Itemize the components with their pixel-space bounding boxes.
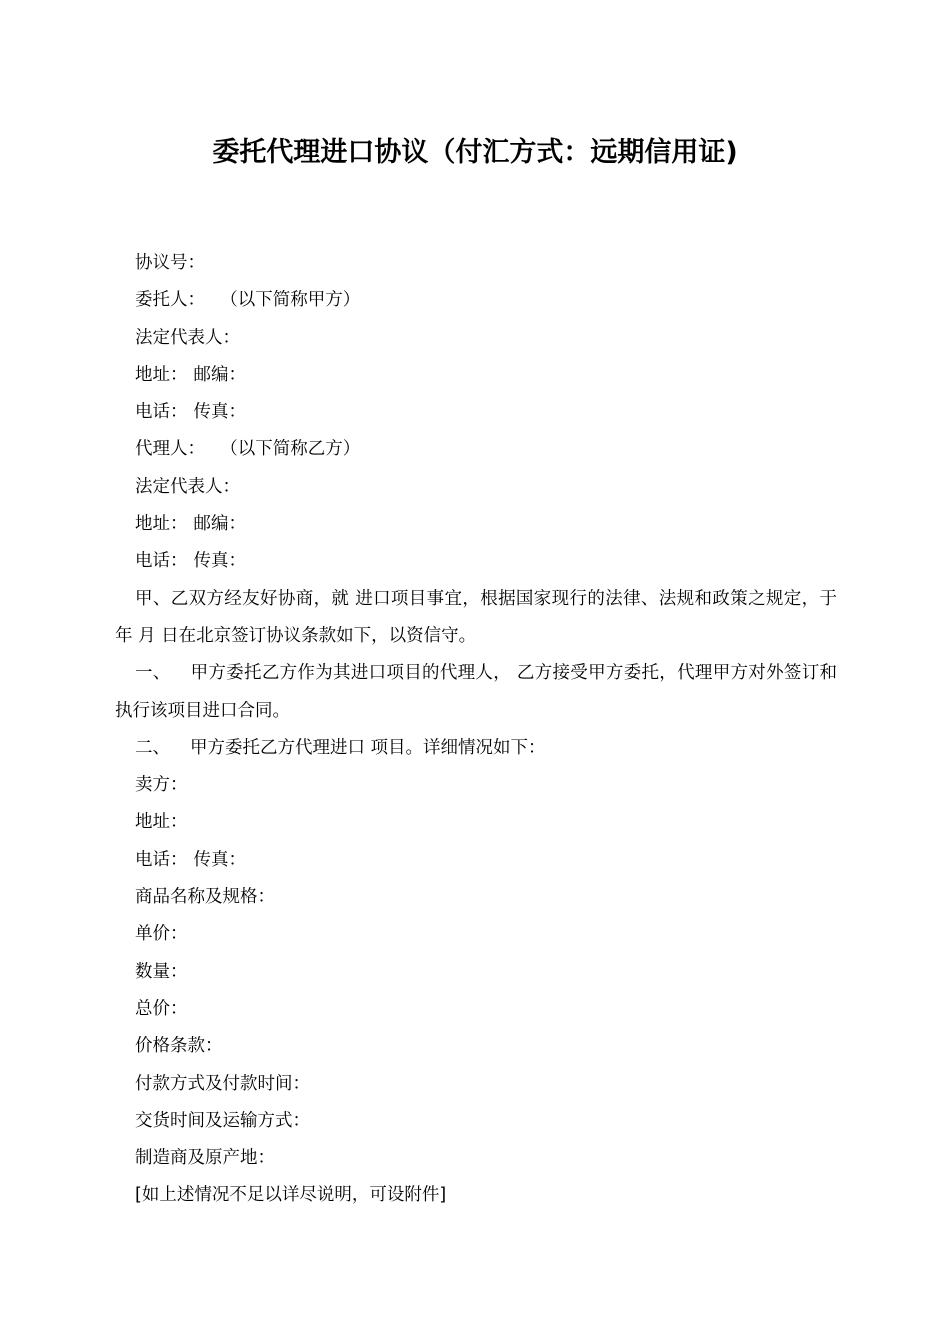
principal-phone-line (115, 394, 837, 431)
document-body (115, 245, 837, 1215)
principal-fax-label: 传真： (193, 402, 246, 423)
principal-label: 委托人： (135, 290, 205, 311)
agent-legal-rep-line: 法定代表人： (135, 476, 240, 497)
principal-phone-label: 电话： (135, 402, 188, 423)
seller-address-line: 地址： (135, 812, 188, 833)
document-title: 委托代理进口协议（付汇方式：远期信用证) (212, 137, 738, 168)
principal-postcode-label: 邮编： (193, 364, 246, 385)
agent-phone-line (115, 543, 837, 580)
seller-phone-line (115, 842, 837, 879)
agent-alias: （以下简称乙方） (229, 439, 361, 460)
agent-postcode-label: 邮编： (193, 514, 246, 535)
manufacturer-line: 制造商及原产地： (135, 1148, 275, 1169)
quantity-line: 数量： (135, 961, 188, 982)
agent-label: 代理人： (135, 439, 205, 460)
price-terms-line: 价格条款： (135, 1036, 223, 1057)
agent-line (115, 431, 837, 468)
clause-1-text: 甲方委托乙方作为其进口项目的代理人， 乙方接受甲方委托，代理甲方对外签订和执行该项目进口合同。 (115, 663, 838, 721)
total-price-line: 总价： (135, 998, 188, 1019)
clause-1-paragraph (115, 655, 837, 730)
agreement-number-line: 协议号： (135, 253, 205, 273)
agent-fax-label: 传真： (193, 551, 246, 572)
principal-legal-rep-line: 法定代表人： (135, 327, 240, 348)
clause-2-text: 甲方委托乙方代理进口 项目。详细情况如下： (190, 737, 546, 758)
agent-phone-label: 电话： (135, 551, 188, 572)
preamble-paragraph: 甲、乙双方经友好协商，就 进口项目事宜，根据国家现行的法律、法规和政策之规定，于 年 月 日在北京签订协议条款如下，以资信守。 (115, 588, 837, 646)
attachment-note-line: [如上述情况不足以详尽说明，可设附件] (135, 1185, 447, 1206)
clause-2-line (115, 730, 837, 767)
delivery-line: 交货时间及运输方式： (135, 1110, 310, 1131)
seller-fax-label: 传真： (193, 849, 246, 870)
principal-line (115, 282, 837, 319)
principal-alias: （以下简称甲方） (229, 290, 361, 311)
seller-phone-label: 电话： (135, 849, 188, 870)
seller-line: 卖方： (135, 775, 188, 796)
principal-address-label: 地址： (135, 364, 188, 385)
goods-name-line: 商品名称及规格： (135, 887, 275, 908)
clause-2-number: 二、 (135, 737, 170, 758)
principal-address-line (115, 357, 837, 394)
unit-price-line: 单价： (135, 924, 188, 945)
payment-line: 付款方式及付款时间： (135, 1073, 310, 1094)
agent-address-line (115, 506, 837, 543)
clause-1-number: 一、 (135, 663, 171, 684)
agent-address-label: 地址： (135, 514, 188, 535)
